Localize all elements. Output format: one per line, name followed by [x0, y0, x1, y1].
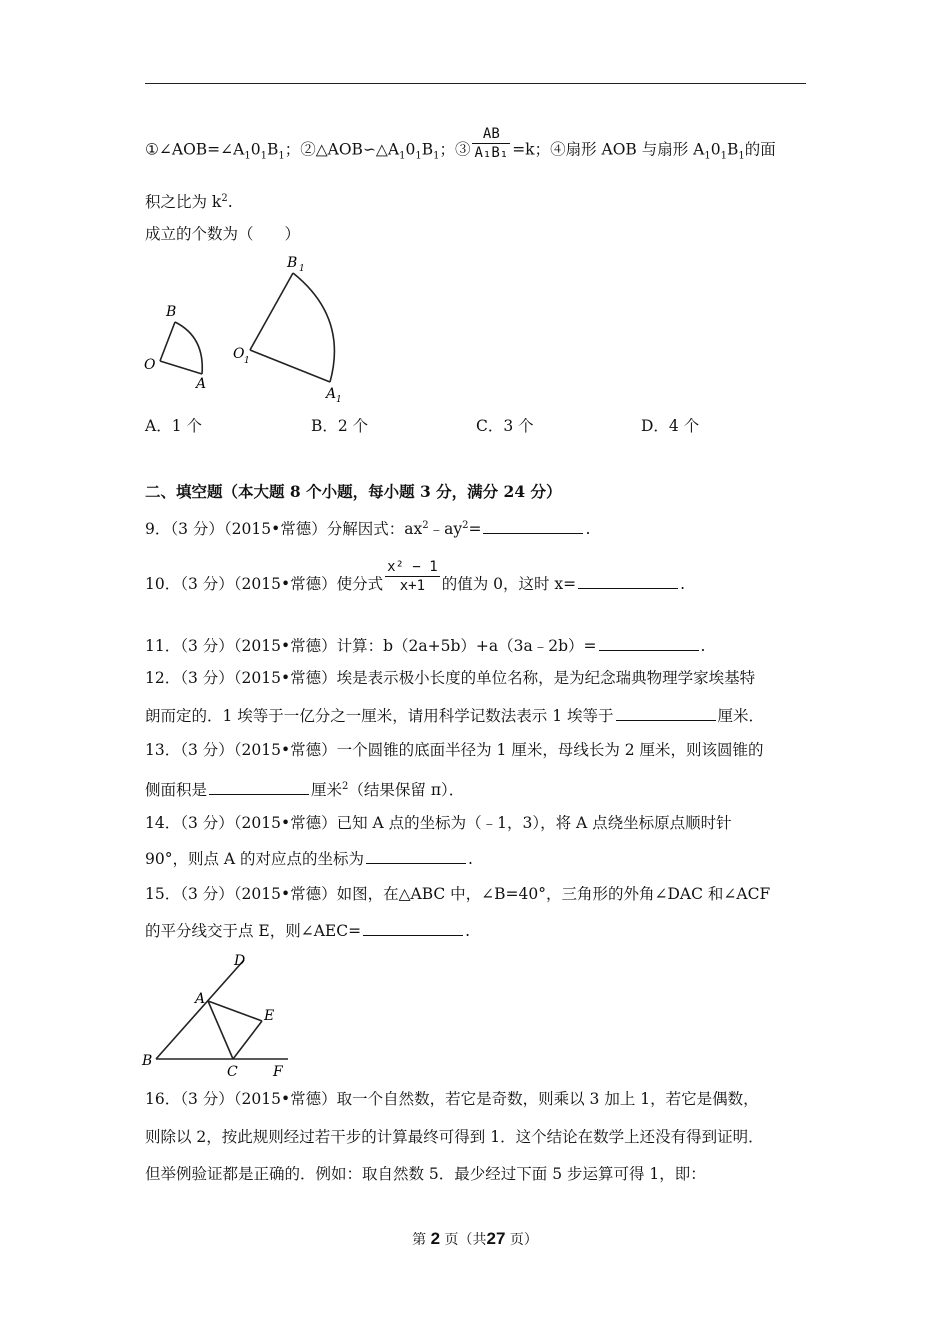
- sector-figure: [140, 252, 360, 407]
- question-10: 10．（3 分）（2015•常德）使分式 $\frac{\text{x² − 1}}{x+1}$ 的值为 0，这时 x= .: [145, 558, 686, 594]
- q8-prompt: 成立的个数为（ ）: [145, 225, 301, 243]
- question-13-line1: 13．（3 分）（2015•常德）一个圆锥的底面半径为 1 厘米，母线长为 2 厘米，则该圆锥的: [145, 741, 764, 759]
- question-9: 9．（3 分）（2015•常德）分解因式：$ax^2﹣ay^2=$ .: [145, 520, 591, 539]
- ratio-fraction: $\frac{AB}{\text{A₁B₁}}$: [474, 126, 509, 161]
- header-rule: [145, 83, 806, 84]
- large-sector: [250, 273, 334, 382]
- svg-text:1: 1: [244, 356, 250, 366]
- label-f: F: [273, 1064, 283, 1080]
- q8-line2: 积之比为 $k^2$.: [145, 193, 233, 212]
- svg-text:1: 1: [299, 264, 305, 274]
- label-b: B: [166, 304, 177, 320]
- question-12-line2: 朗而定的．1 埃等于一亿分之一厘米，请用科学记数法表示 1 埃等于 厘米．: [145, 707, 765, 725]
- answer-blank: [483, 519, 583, 534]
- page-footer: 第 2 页（共27 页）: [412, 1229, 538, 1248]
- label-b1: B: [287, 255, 298, 271]
- question-11: 11．（3 分）（2015•常德）计算：b（2a+5b）+a（3a﹣2b）= .: [145, 637, 706, 655]
- label-e: E: [264, 1008, 275, 1024]
- label-a: A: [196, 376, 207, 392]
- answer-blank: [578, 574, 678, 589]
- page-number: 2: [430, 1229, 441, 1248]
- label-o1: O: [233, 346, 245, 362]
- option-d: D．4 个: [641, 417, 700, 435]
- option-c: C．3 个: [476, 417, 534, 435]
- question-15-line1: 15．（3 分）（2015•常德）如图，在△ABC 中，∠B=40°，三角形的外角∠DAC 和∠ACF: [145, 885, 771, 903]
- answer-blank: [209, 780, 309, 795]
- fraction-expression: $\frac{\text{x² − 1}}{x+1}$: [387, 558, 438, 594]
- question-16-line3: 但举例验证都是正确的．例如：取自然数 5．最少经过下面 5 步运算可得 1，即：: [145, 1165, 706, 1183]
- question-15-line2: 的平分线交于点 E，则∠AEC= .: [145, 922, 471, 940]
- svg-text:1: 1: [336, 395, 342, 405]
- option-a: A．1 个: [145, 417, 202, 435]
- label-b: B: [142, 1053, 153, 1069]
- page-total: 27: [486, 1229, 506, 1248]
- question-12-line1: 12．（3 分）（2015•常德）埃是表示极小长度的单位名称，是为纪念瑞典物理学家埃基特: [145, 669, 756, 687]
- question-14-line1: 14．（3 分）（2015•常德）已知 A 点的坐标为（﹣1，3），将 A 点绕坐标原点顺时针: [145, 814, 732, 832]
- question-13-line2: 侧面积是 厘米$^2$（结果保留 π）．: [145, 781, 465, 800]
- question-16-line2: 则除以 2，按此规则经过若干步的计算最终可得到 1．这个结论在数学上还没有得到证明．: [145, 1128, 764, 1146]
- label-o: O: [144, 357, 156, 373]
- label-c: C: [227, 1064, 238, 1080]
- answer-blank: [366, 849, 466, 864]
- label-a: A: [195, 991, 206, 1007]
- question-16-line1: 16．（3 分）（2015•常德）取一个自然数，若它是奇数，则乘以 3 加上 1，若它是偶数，: [145, 1090, 759, 1108]
- question-14-line2: 90°，则点 A 的对应点的坐标为 .: [145, 850, 473, 868]
- q8-statements: $①\angle AOB=\angle A_10_1B_1$；$②\triangle AOB∽\triangle A_10_1B_1$；③ $\frac{AB}{\text{A₁B₁}}$ =k；④扇形 AOB 与扇形 $A_10_1B_1$的面: [145, 126, 776, 162]
- answer-blank: [363, 921, 463, 936]
- small-sector: [160, 322, 202, 374]
- section-title: 二、填空题（本大题 8 个小题，每小题 3 分，满分 24 分）: [145, 482, 562, 501]
- label-d: D: [234, 953, 246, 969]
- triangle-figure: [138, 948, 298, 1080]
- label-a1: A: [326, 386, 337, 402]
- option-b: B．2 个: [311, 417, 369, 435]
- answer-blank: [616, 706, 716, 721]
- answer-blank: [599, 636, 699, 651]
